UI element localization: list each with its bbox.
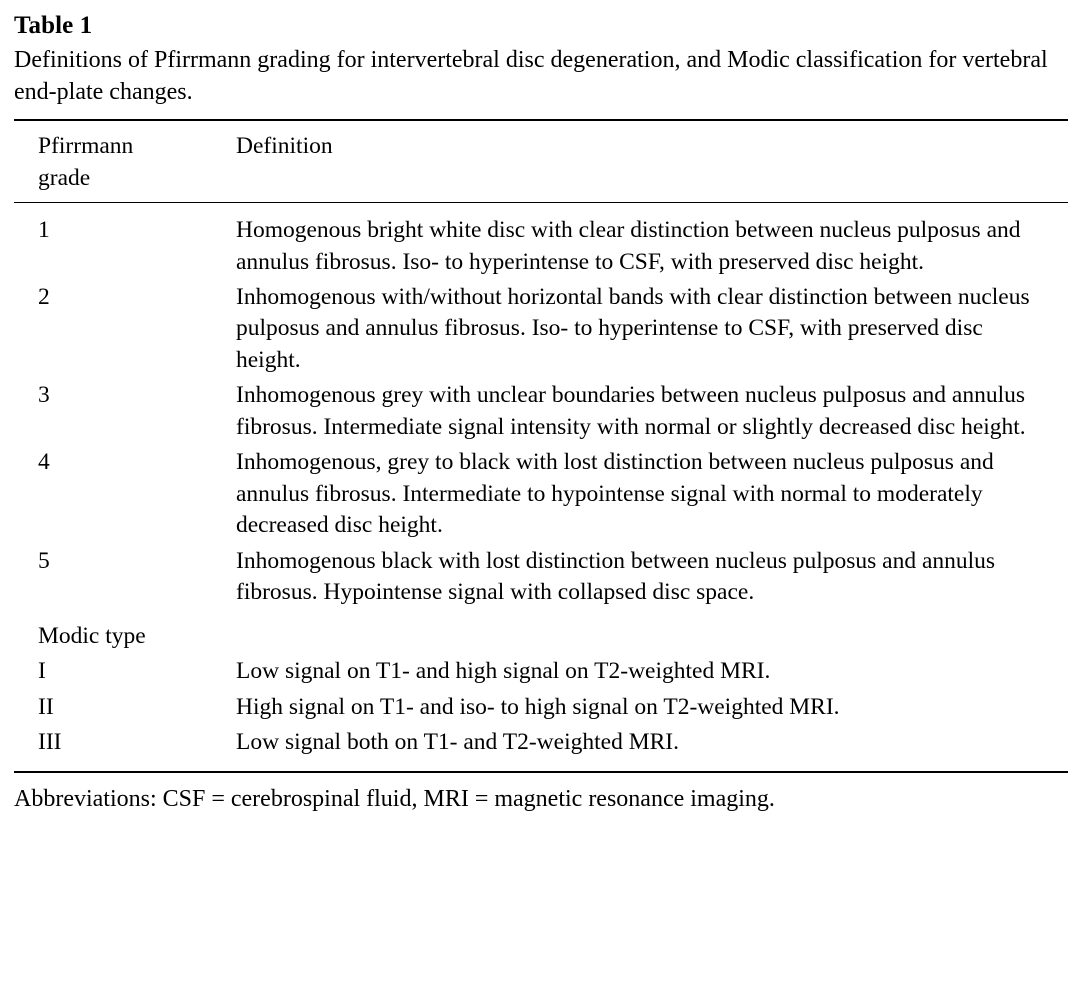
pfirrmann-modic-table <box>14 121 1068 202</box>
pfirrmann-modic-table-body <box>14 203 1068 771</box>
table-row <box>14 725 1068 770</box>
table-row <box>14 544 1068 611</box>
table-row <box>14 654 1068 689</box>
row-definition: Inhomogenous grey with unclear boundaries between nucleus pulposus and annulus fibrosus. Intermediate signal intensity with normal or slightly decreased disc height. <box>236 382 1026 440</box>
row-grade: II <box>38 693 54 720</box>
table-body <box>14 203 1068 771</box>
table-head <box>14 121 1068 202</box>
row-definition: Low signal both on T1- and T2-weighted MRI. <box>236 729 679 756</box>
header-definition: Definition <box>236 133 333 160</box>
row-definition: Low signal on T1- and high signal on T2-weighted MRI. <box>236 658 771 685</box>
modic-section-label: Modic type <box>38 622 146 649</box>
row-grade: I <box>38 658 46 685</box>
table-row <box>14 445 1068 543</box>
table-header-row <box>14 121 1068 202</box>
table-row <box>14 378 1068 445</box>
table-row <box>14 203 1068 280</box>
row-grade: III <box>38 729 62 756</box>
row-grade: 1 <box>38 217 50 244</box>
table-row <box>14 690 1068 725</box>
row-grade: 2 <box>38 284 50 310</box>
table-row <box>14 280 1068 378</box>
row-definition: Inhomogenous, grey to black with lost distinction between nucleus pulposus and annulus fibrosus. Intermediate to hypointense signal with normal to moderately decreased disc height. <box>236 449 994 539</box>
modic-section-row <box>14 611 1068 654</box>
row-definition: Inhomogenous black with lost distinction between nucleus pulposus and annulus fibrosus. Hypointense signal with collapsed disc space. <box>236 547 996 606</box>
header-pfirrmann-line1: Pfirrmann <box>38 133 134 160</box>
row-definition: Homogenous bright white disc with clear distinction between nucleus pulposus and annulus fibrosus. Iso- to hyperintense to CSF, with preserved disc height. <box>236 217 1021 275</box>
row-grade: 5 <box>38 547 50 574</box>
header-pfirrmann-grade <box>14 121 236 202</box>
header-pfirrmann-line2: grade <box>38 164 91 191</box>
table-caption: Definitions of Pfirrmann grading for intervertebral disc degeneration, and Modic classification for vertebral end-plate changes. <box>14 47 1048 106</box>
row-definition: Inhomogenous with/without horizontal bands with clear distinction between nucleus pulposus and annulus fibrosus. Iso- to hyperintense to CSF, with preserved disc height. <box>236 284 1030 373</box>
row-grade: 3 <box>38 382 50 409</box>
row-grade: 4 <box>38 449 50 476</box>
row-definition: High signal on T1- and iso- to high signal on T2-weighted MRI. <box>236 693 840 720</box>
table-label: Table 1 <box>14 12 93 39</box>
table-footnote: Abbreviations: CSF = cerebrospinal fluid, MRI = magnetic resonance imaging. <box>14 785 775 812</box>
modic-section-empty <box>236 611 1068 654</box>
